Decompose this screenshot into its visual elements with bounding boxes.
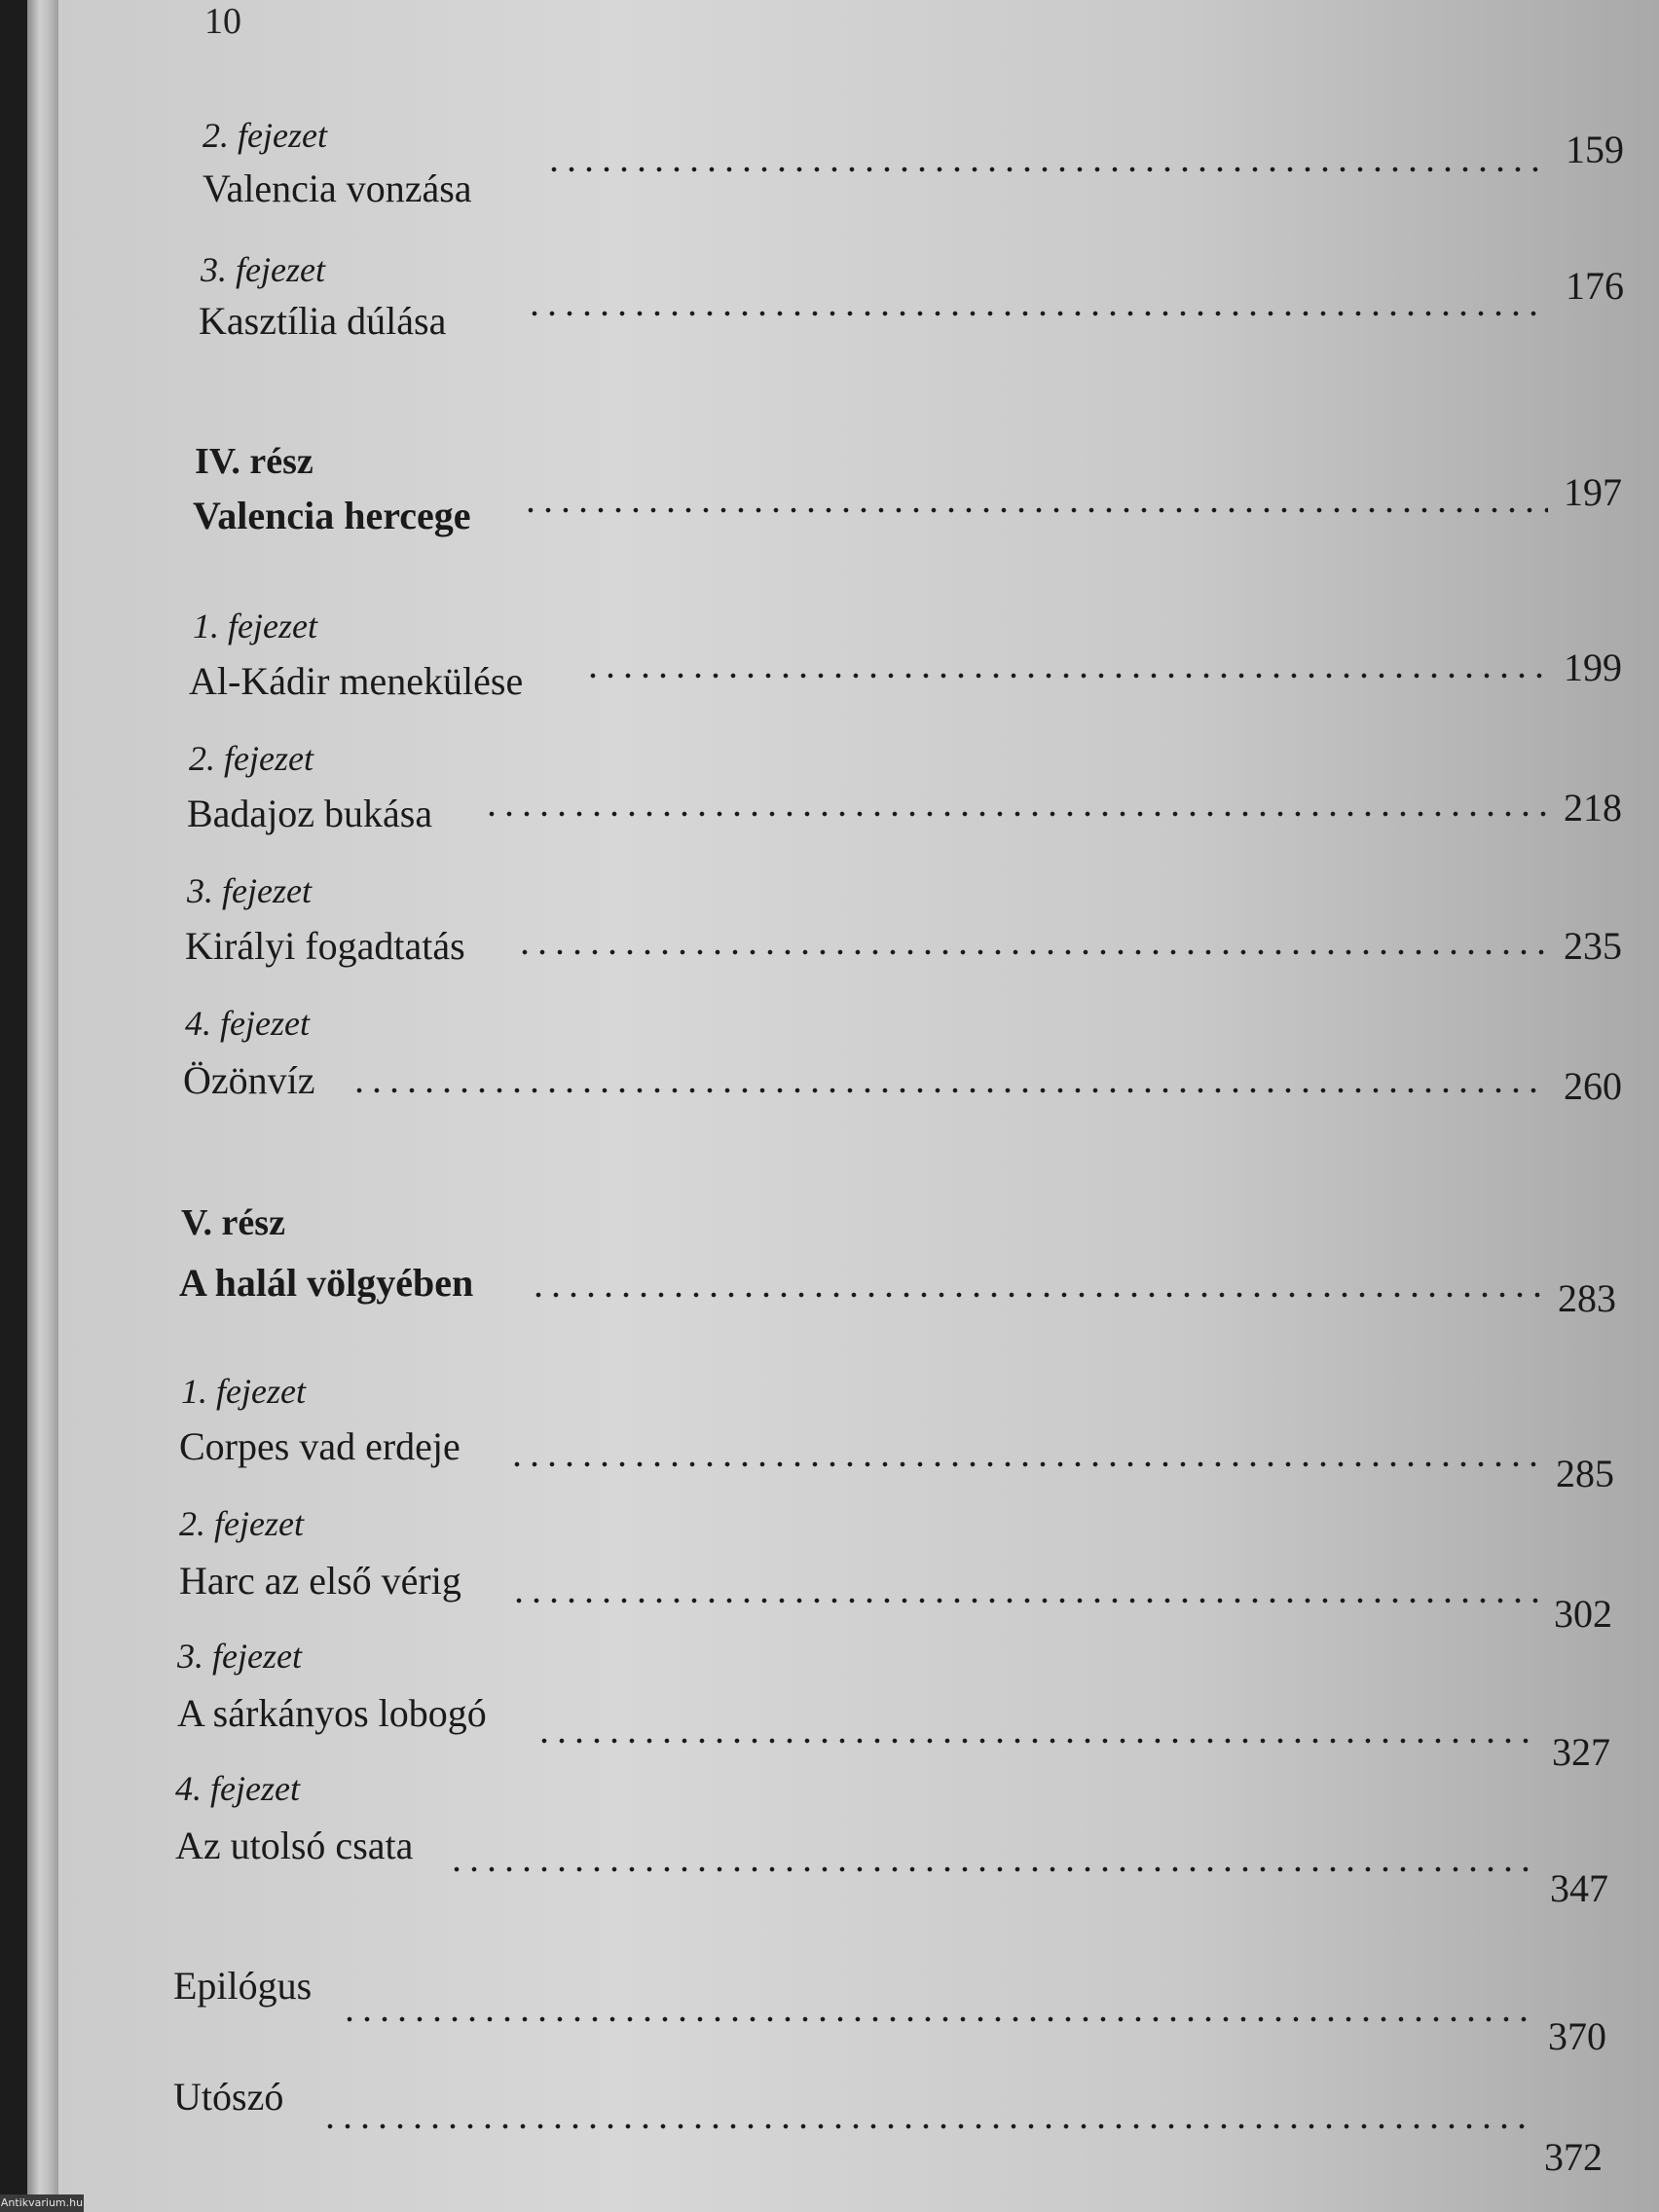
page-number: 10 [204,1,241,42]
page-ref: 283 [1558,1276,1616,1320]
dot-leader [483,810,1548,818]
entry-title: Corpes vad erdeje [179,1424,461,1468]
dot-leader [448,1865,1534,1873]
chapter-label: 2. fejezet [179,1504,304,1543]
watermark: Antikvarium.hu [0,2194,84,2212]
dot-leader [584,672,1548,680]
page-ref: 260 [1564,1064,1622,1108]
dot-leader [530,1291,1542,1299]
part-label: IV. rész [195,441,313,482]
entry-title: Királyi fogadtatás [185,924,465,968]
chapter-label: 4. fejezet [185,1004,310,1043]
page-ref: 199 [1564,645,1622,689]
dot-leader [341,2015,1532,2023]
entry-title: Utószó [173,2075,284,2119]
book-page [58,0,1659,2212]
dot-leader [522,506,1548,514]
chapter-label: 2. fejezet [203,116,327,155]
dot-leader [510,1597,1538,1604]
dot-leader [350,1087,1548,1094]
entry-title: Badajoz bukása [187,792,433,835]
entry-title: Valencia hercege [193,494,471,537]
entry-title: Valencia vonzása [203,166,472,210]
entry-title: A sárkányos lobogó [177,1691,487,1735]
chapter-label: 3. fejezet [187,871,312,910]
page-ref: 159 [1566,128,1624,171]
entry-title: Kasztília dúlása [199,299,447,343]
entry-title: Özönvíz [183,1058,315,1102]
chapter-label: 3. fejezet [177,1637,302,1676]
chapter-label: 2. fejezet [189,739,313,778]
dot-leader [526,310,1548,317]
page-ref: 302 [1554,1592,1612,1636]
chapter-label: 4. fejezet [175,1769,300,1808]
page-ref: 218 [1564,786,1622,830]
chapter-label: 1. fejezet [193,607,317,645]
page-ref: 347 [1550,1866,1608,1910]
page-edges [27,0,58,2212]
page-ref: 235 [1564,924,1622,968]
dot-leader [321,2122,1529,2130]
entry-title: Az utolsó csata [175,1824,414,1867]
page-ref: 327 [1552,1730,1610,1774]
entry-title: A halál völgyében [179,1261,474,1305]
entry-title: Al-Kádir menekülése [189,659,524,703]
book-spine-shadow [0,0,27,2212]
entry-title: Harc az első vérig [179,1559,461,1603]
dot-leader [545,166,1548,173]
page-ref: 285 [1556,1452,1614,1495]
dot-leader [535,1737,1536,1745]
chapter-label: 3. fejezet [201,250,325,289]
part-label: V. rész [181,1202,285,1243]
page-ref: 176 [1566,264,1624,308]
page-ref: 372 [1544,2135,1603,2179]
page-ref: 370 [1548,2014,1606,2058]
entry-title: Epilógus [173,1964,313,2008]
dot-leader [516,948,1548,956]
page-ref: 197 [1564,470,1622,514]
chapter-label: 1. fejezet [181,1372,306,1411]
dot-leader [508,1460,1540,1468]
